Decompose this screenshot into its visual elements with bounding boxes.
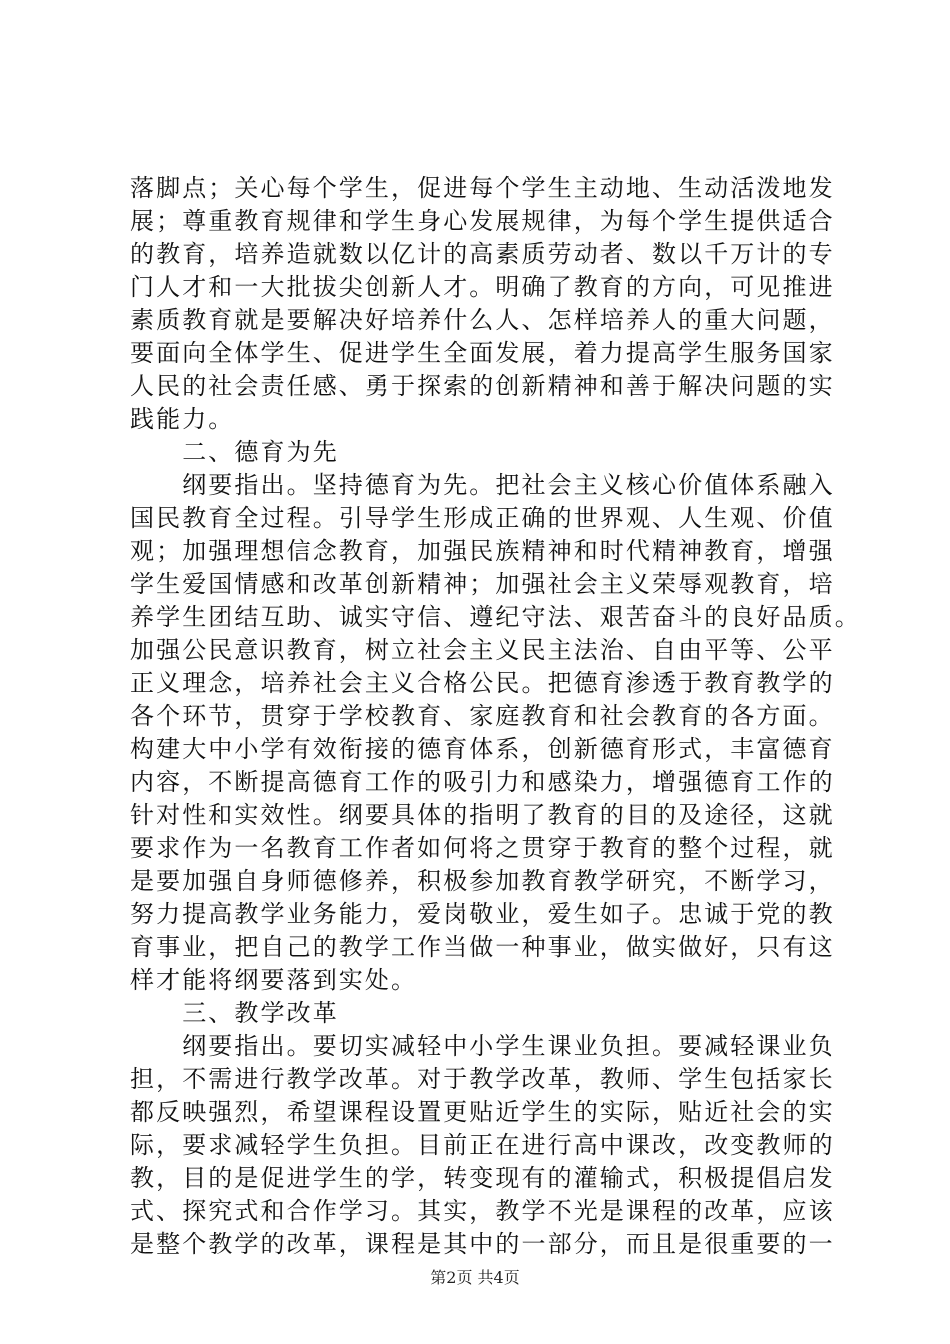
text-line: 样才能将纲要落到实处。 (130, 966, 418, 994)
text-line: 要面向全体学生、促进学生全面发展，着力提高学生服务国家 (130, 339, 835, 367)
text-line: 养学生团结互助、诚实守信、遵纪守法、艰苦奋斗的良好品质。 (130, 603, 861, 631)
text-line: 人民的社会责任感、勇于探索的创新精神和善于解决问题的实 (130, 372, 835, 400)
text-line: 纲要指出。要切实减轻中小学生课业负担。要减轻课业负 (130, 1032, 835, 1060)
text-line: 展；尊重教育规律和学生身心发展规律，为每个学生提供适合 (130, 207, 835, 235)
text-line: 落脚点；关心每个学生，促进每个学生主动地、生动活泼地发 (130, 174, 835, 202)
section-heading: 二、德育为先 (130, 438, 339, 466)
text-line: 学生爱国情感和改革创新精神；加强社会主义荣辱观教育，培 (130, 570, 835, 598)
text-line: 践能力。 (130, 405, 235, 433)
text-line: 教，目的是促进学生的学，转变现有的灌输式，积极提倡启发 (130, 1164, 835, 1192)
section-heading: 三、教学改革 (130, 999, 339, 1027)
text-line: 是要加强自身师德修养，积极参加教育教学研究，不断学习， (130, 867, 835, 895)
text-line: 育事业，把自己的教学工作当做一种事业，做实做好，只有这 (130, 933, 835, 961)
text-line: 纲要指出。坚持德育为先。把社会主义核心价值体系融入 (130, 471, 835, 499)
text-line: 式、探究式和合作学习。其实，教学不光是课程的改革，应该 (130, 1197, 835, 1225)
body-text (130, 172, 861, 1261)
text-line: 要求作为一名教育工作者如何将之贯穿于教育的整个过程，就 (130, 834, 835, 862)
text-line: 担，不需进行教学改革。对于教学改革，教师、学生包括家长 (130, 1065, 835, 1093)
text-line: 际，要求减轻学生负担。目前正在进行高中课改，改变教师的 (130, 1131, 835, 1159)
text-line: 观；加强理想信念教育，加强民族精神和时代精神教育，增强 (130, 537, 835, 565)
text-line: 都反映强烈，希望课程设置更贴近学生的实际，贴近社会的实 (130, 1098, 835, 1126)
page-footer: 第2页 共4页 (430, 1268, 520, 1287)
text-line: 的教育，培养造就数以亿计的高素质劳动者、数以千万计的专 (130, 240, 835, 268)
text-line: 针对性和实效性。纲要具体的指明了教育的目的及途径，这就 (130, 801, 835, 829)
text-line: 正义理念，培养社会主义合格公民。把德育渗透于教育教学的 (130, 669, 835, 697)
text-line: 构建大中小学有效衔接的德育体系，创新德育形式，丰富德育 (130, 735, 835, 763)
text-line: 加强公民意识教育，树立社会主义民主法治、自由平等、公平 (130, 636, 835, 664)
text-line: 各个环节，贯穿于学校教育、家庭教育和社会教育的各方面。 (130, 702, 835, 730)
text-line: 努力提高教学业务能力，爱岗敬业，爱生如子。忠诚于党的教 (130, 900, 835, 928)
text-line: 是整个教学的改革，课程是其中的一部分，而且是很重要的一 (130, 1230, 835, 1258)
text-line: 素质教育就是要解决好培养什么人、怎样培养人的重大问题， (130, 306, 835, 334)
text-line: 国民教育全过程。引导学生形成正确的世界观、人生观、价值 (130, 504, 835, 532)
text-line: 内容，不断提高德育工作的吸引力和感染力，增强德育工作的 (130, 768, 835, 796)
text-line: 门人才和一大批拔尖创新人才。明确了教育的方向，可见推进 (130, 273, 835, 301)
